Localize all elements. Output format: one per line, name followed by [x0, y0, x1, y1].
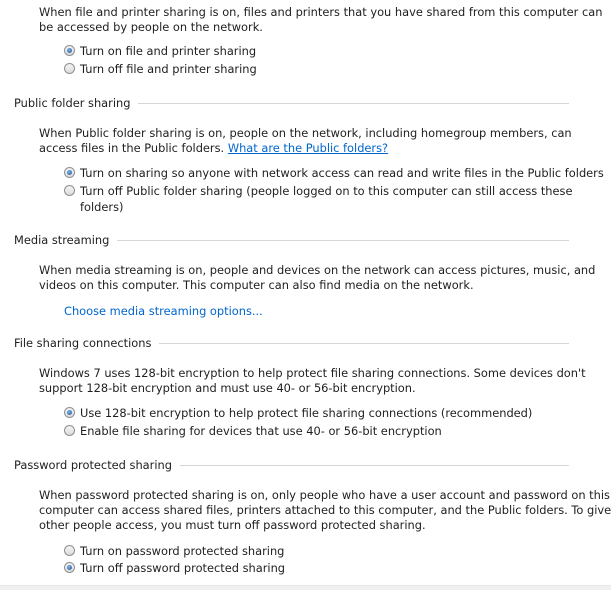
public-folder-on-radio[interactable] — [64, 165, 604, 181]
password-sharing-on-radio[interactable] — [64, 543, 284, 559]
public-folder-off-label-line1[interactable]: Turn off Public folder sharing (people logged on to this computer can still access these — [80, 184, 573, 198]
section-divider — [180, 465, 569, 466]
radio-unselected-icon[interactable] — [64, 545, 75, 556]
file-printer-description-line2: be accessed by people on the network. — [39, 20, 263, 34]
media-streaming-options-link[interactable]: Choose media streaming options... — [64, 304, 263, 318]
public-folder-header-text: Public folder sharing — [14, 96, 131, 110]
file-printer-on-radio[interactable] — [64, 43, 256, 59]
public-folder-description-line1: When Public folder sharing is on, people on the network, including homegroup members, can — [39, 126, 572, 140]
media-streaming-description-line2: videos on this computer. This computer can also find media on the network. — [39, 278, 474, 292]
file-printer-off-radio[interactable] — [64, 61, 257, 77]
section-divider — [159, 343, 569, 344]
password-sharing-off-radio[interactable] — [64, 560, 285, 576]
password-sharing-description-line3: other people access, you must turn off password protected sharing. — [39, 518, 426, 532]
password-sharing-on-label[interactable]: Turn on password protected sharing — [80, 544, 285, 558]
bottom-scroll-edge — [0, 585, 611, 590]
password-sharing-off-label[interactable]: Turn off password protected sharing — [80, 561, 286, 575]
public-folder-on-label[interactable]: Turn on sharing so anyone with network access can read and write files in the Public folders — [80, 166, 604, 180]
public-folders-help-link[interactable]: What are the Public folders? — [227, 141, 389, 155]
radio-unselected-icon[interactable] — [64, 425, 75, 436]
password-sharing-description-line2: computer can access shared files, printers attached to this computer, and the Public folders. To give — [39, 503, 611, 517]
radio-selected-icon[interactable] — [64, 562, 75, 573]
radio-selected-icon[interactable] — [64, 407, 75, 418]
media-streaming-section-header — [14, 232, 569, 248]
radio-selected-icon[interactable] — [64, 45, 75, 56]
public-folder-off-label-line2[interactable]: folders) — [80, 200, 124, 214]
encryption-40-56-label[interactable]: Enable file sharing for devices that use 40- or 56-bit encryption — [80, 424, 442, 438]
file-printer-description-line1: When file and printer sharing is on, files and printers that you have shared from this computer can — [39, 5, 603, 19]
file-printer-off-label[interactable]: Turn off file and printer sharing — [80, 62, 257, 76]
public-folder-section-header — [14, 95, 569, 111]
file-sharing-connections-description-line1: Windows 7 uses 128-bit encryption to help protect file sharing connections. Some devices don't — [39, 366, 586, 380]
file-printer-on-label[interactable]: Turn on file and printer sharing — [80, 44, 257, 58]
encryption-128-radio[interactable] — [64, 405, 532, 421]
file-sharing-connections-section-header — [14, 335, 569, 351]
password-sharing-section-header — [14, 457, 569, 473]
radio-unselected-icon[interactable] — [64, 185, 75, 196]
section-divider — [138, 103, 569, 104]
file-sharing-connections-header-text: File sharing connections — [14, 336, 152, 350]
public-folder-off-radio[interactable] — [64, 183, 572, 215]
file-sharing-connections-description-line2: support 128-bit encryption and must use 40- or 56-bit encryption. — [39, 381, 416, 395]
password-sharing-description-line1: When password protected sharing is on, only people who have a user account and password on this — [39, 488, 610, 502]
media-streaming-description-line1: When media streaming is on, people and devices on the network can access pictures, music, and — [39, 263, 596, 277]
password-sharing-header-text: Password protected sharing — [14, 458, 172, 472]
encryption-40-56-radio[interactable] — [64, 423, 442, 439]
encryption-128-label[interactable]: Use 128-bit encryption to help protect file sharing connections (recommended) — [80, 406, 533, 420]
radio-unselected-icon[interactable] — [64, 63, 75, 74]
media-streaming-header-text: Media streaming — [14, 233, 110, 247]
section-divider — [117, 240, 569, 241]
public-folder-description-line2: access files in the Public folders. What are the Public folders? — [39, 141, 389, 155]
radio-selected-icon[interactable] — [64, 167, 75, 178]
